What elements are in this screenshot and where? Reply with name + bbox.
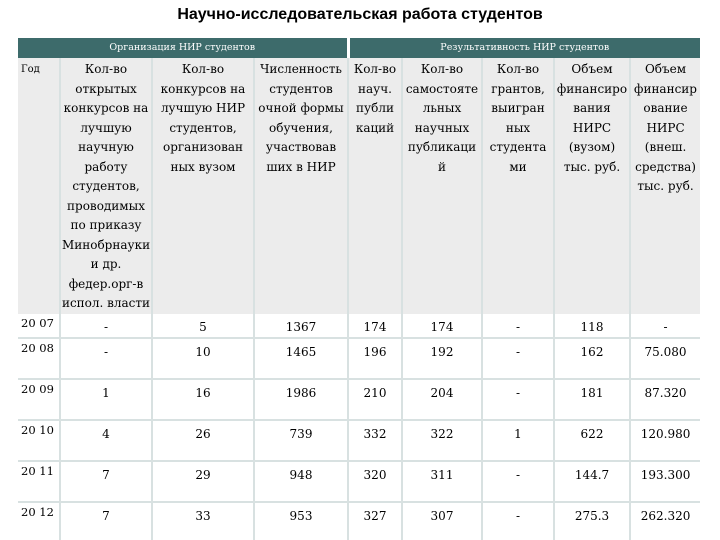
value-cell <box>348 461 402 502</box>
group-header-row <box>18 38 700 58</box>
table-body <box>18 314 700 540</box>
value-text: 75.080 <box>644 345 687 359</box>
value-text: 144.7 <box>574 468 610 482</box>
table-row <box>18 338 700 379</box>
value-cell <box>348 420 402 461</box>
value-text: 118 <box>580 319 604 334</box>
value-text: 10 <box>195 345 211 359</box>
value-text: 1 <box>102 386 110 400</box>
value-cell <box>482 379 554 420</box>
value-text: 87.320 <box>644 386 687 400</box>
value-cell <box>254 314 348 339</box>
value-cell <box>254 420 348 461</box>
value-cell <box>254 461 348 502</box>
value-text: 33 <box>195 509 211 523</box>
column-header-funding-university: Объем финансиро вания НИРС (вузом) тыс. руб. <box>554 58 630 314</box>
value-text: 26 <box>195 427 211 441</box>
table-row <box>18 420 700 461</box>
column-header-open-contests: Кол-во открытых конкурсов на лучшую научную работу студентов, проводимых по приказу Минобрнауки и др. федер.орг-в испол. власти <box>60 58 152 314</box>
table-row <box>18 314 700 339</box>
group-header-organization: Организация НИР студентов <box>18 38 348 58</box>
value-cell <box>60 502 152 540</box>
value-cell <box>630 502 700 540</box>
value-text: - <box>515 509 521 523</box>
value-cell <box>152 379 254 420</box>
nir-table-container <box>18 38 700 540</box>
value-text: 953 <box>289 509 313 523</box>
value-cell <box>152 314 254 339</box>
value-cell <box>402 379 482 420</box>
value-text: 29 <box>195 468 211 482</box>
value-cell <box>630 420 700 461</box>
column-header-grants: Кол-во грантов, выигран ных студента ми <box>482 58 554 314</box>
value-text: - <box>103 319 109 334</box>
column-header-publications: Кол-во науч. публи каций <box>348 58 402 314</box>
value-cell <box>402 338 482 379</box>
value-cell <box>630 461 700 502</box>
value-cell <box>554 338 630 379</box>
value-cell <box>630 314 700 339</box>
value-cell <box>482 420 554 461</box>
value-cell <box>554 502 630 540</box>
value-text: - <box>515 386 521 400</box>
value-text: 162 <box>580 345 604 359</box>
value-cell <box>254 338 348 379</box>
value-cell <box>554 379 630 420</box>
value-cell <box>554 420 630 461</box>
column-header-funding-external: Объем финансир ование НИРС (внеш. средства) тыс. руб. <box>630 58 700 314</box>
column-header-row <box>18 58 700 314</box>
value-text: 174 <box>430 319 454 334</box>
value-cell <box>348 314 402 339</box>
value-cell <box>482 502 554 540</box>
value-text: 320 <box>363 468 387 482</box>
value-cell <box>482 461 554 502</box>
value-text: 739 <box>289 427 313 441</box>
column-header-year: Год <box>18 58 60 314</box>
page-title: Научно-исследовательская работа студентов <box>177 6 543 23</box>
value-cell <box>60 338 152 379</box>
value-cell <box>554 461 630 502</box>
value-text: 120.980 <box>640 427 691 441</box>
value-text: 1 <box>514 427 522 441</box>
value-cell <box>630 338 700 379</box>
year-cell: 20 11 <box>18 461 60 502</box>
value-text: 322 <box>430 427 454 441</box>
value-text: 210 <box>363 386 387 400</box>
table-row <box>18 379 700 420</box>
value-cell <box>348 338 402 379</box>
value-text: 204 <box>430 386 454 400</box>
value-cell <box>254 379 348 420</box>
value-text: 307 <box>430 509 454 523</box>
value-cell <box>60 379 152 420</box>
table-row <box>18 461 700 502</box>
value-cell <box>482 314 554 339</box>
value-text: 327 <box>363 509 387 523</box>
value-cell <box>60 314 152 339</box>
value-text: 174 <box>363 319 387 334</box>
value-text: 7 <box>102 509 110 523</box>
year-cell: 20 12 <box>18 502 60 540</box>
value-text: 193.300 <box>640 468 691 482</box>
table-row <box>18 502 700 540</box>
year-cell: 20 07 <box>18 314 60 339</box>
value-cell <box>402 461 482 502</box>
value-text: 181 <box>580 386 604 400</box>
value-cell <box>554 314 630 339</box>
value-cell <box>152 338 254 379</box>
value-cell <box>402 314 482 339</box>
value-cell <box>402 420 482 461</box>
column-header-student-count: Численность студентов очной формы обучения, участвовав ших в НИР <box>254 58 348 314</box>
nir-table <box>18 38 700 540</box>
value-cell <box>152 461 254 502</box>
value-text: - <box>663 319 668 334</box>
value-text: 4 <box>102 427 110 441</box>
value-text: 5 <box>199 319 207 334</box>
value-text: 7 <box>102 468 110 482</box>
value-cell <box>254 502 348 540</box>
year-cell: 20 10 <box>18 420 60 461</box>
value-text: - <box>103 345 109 359</box>
value-text: - <box>515 319 521 334</box>
column-header-university-contests: Кол-во конкурсов на лучшую НИР студентов, организован ных вузом <box>152 58 254 314</box>
value-text: 1465 <box>285 345 317 359</box>
value-cell <box>348 502 402 540</box>
value-text: 16 <box>195 386 211 400</box>
value-cell <box>152 502 254 540</box>
value-cell <box>482 338 554 379</box>
value-cell <box>60 420 152 461</box>
value-cell <box>402 502 482 540</box>
value-cell <box>348 379 402 420</box>
value-text: 311 <box>430 468 454 482</box>
value-cell <box>152 420 254 461</box>
year-cell: 20 09 <box>18 379 60 420</box>
column-header-independent-publications: Кол-во самостояте льных научных публикаци й <box>402 58 482 314</box>
value-text: 275.3 <box>574 509 610 523</box>
value-text: 948 <box>289 468 313 482</box>
value-text: 196 <box>363 345 387 359</box>
value-text: 1367 <box>285 319 317 334</box>
value-text: 1986 <box>285 386 317 400</box>
year-cell: 20 08 <box>18 338 60 379</box>
value-cell <box>630 379 700 420</box>
value-text: 262.320 <box>640 509 691 523</box>
value-text: 622 <box>580 427 604 441</box>
value-text: 192 <box>430 345 454 359</box>
group-header-results: Результативность НИР студентов <box>348 38 700 58</box>
value-text: - <box>515 345 521 359</box>
value-text: - <box>515 468 521 482</box>
value-cell <box>60 461 152 502</box>
value-text: 332 <box>363 427 387 441</box>
